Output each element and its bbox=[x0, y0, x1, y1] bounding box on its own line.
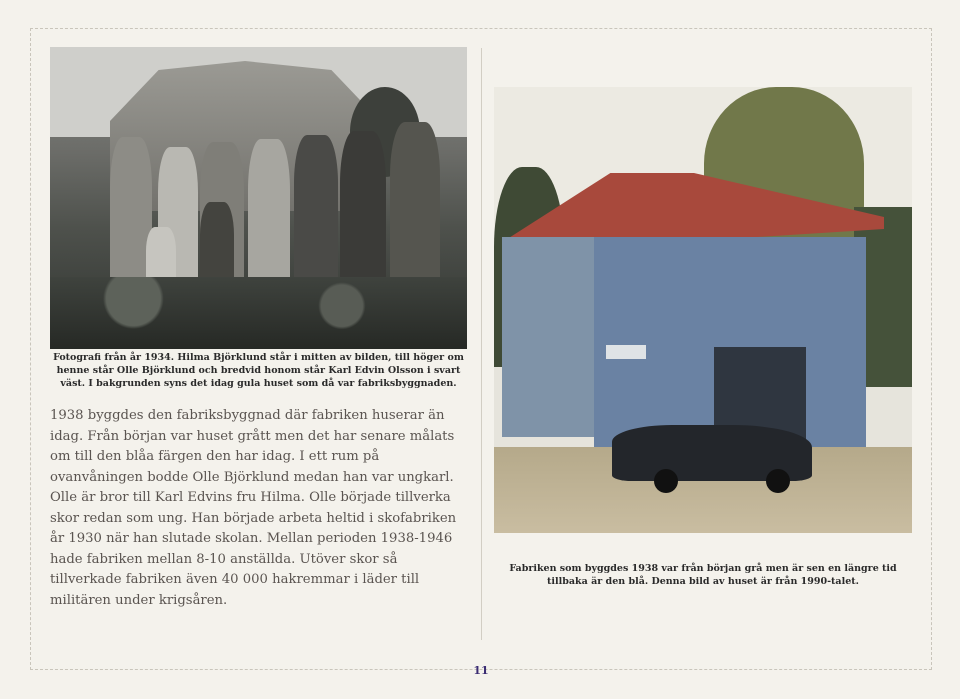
left-photo-caption: Fotografi från år 1934. Hilma Björklund står i mitten av bilden, till höger om henne står Olle Björklund och bredvid honom står Karl Edvin Olsson i svart väst. I bakgrunden syns det idag gula huset som då var fabriksbyggnaden. bbox=[53, 352, 464, 389]
historical-group-photo bbox=[50, 47, 467, 349]
body-text: 1938 byggdes den fabriksbyggnad där fabriken huserar än idag. Från början var huset grått men det har senare målats om till den blåa färgen den har idag. I ett rum på ovanvåningen bodde Olle Björklund medan han var ungkarl. Olle är bror till Karl Edvins fru Hilma. Olle började tillverka skor redan som ung. Han började arbeta heltid i skofabriken år 1930 när han slutade skolan. Mellan perioden 1938-1946 hade fabriken mellan 8-10 anställda. Utöver skor så tillverkade fabriken även 40 000 hakremmar i läder till militären under krigsåren. bbox=[50, 408, 457, 608]
factory-building-photo bbox=[494, 87, 912, 533]
spread-divider bbox=[481, 48, 482, 640]
right-photo-caption: Fabriken som byggdes 1938 var från början grå men är sen en längre tid tillbaka är den blå. Denna bild av huset är från 1990-talet. bbox=[509, 563, 897, 587]
page-number: 11 bbox=[473, 664, 489, 677]
